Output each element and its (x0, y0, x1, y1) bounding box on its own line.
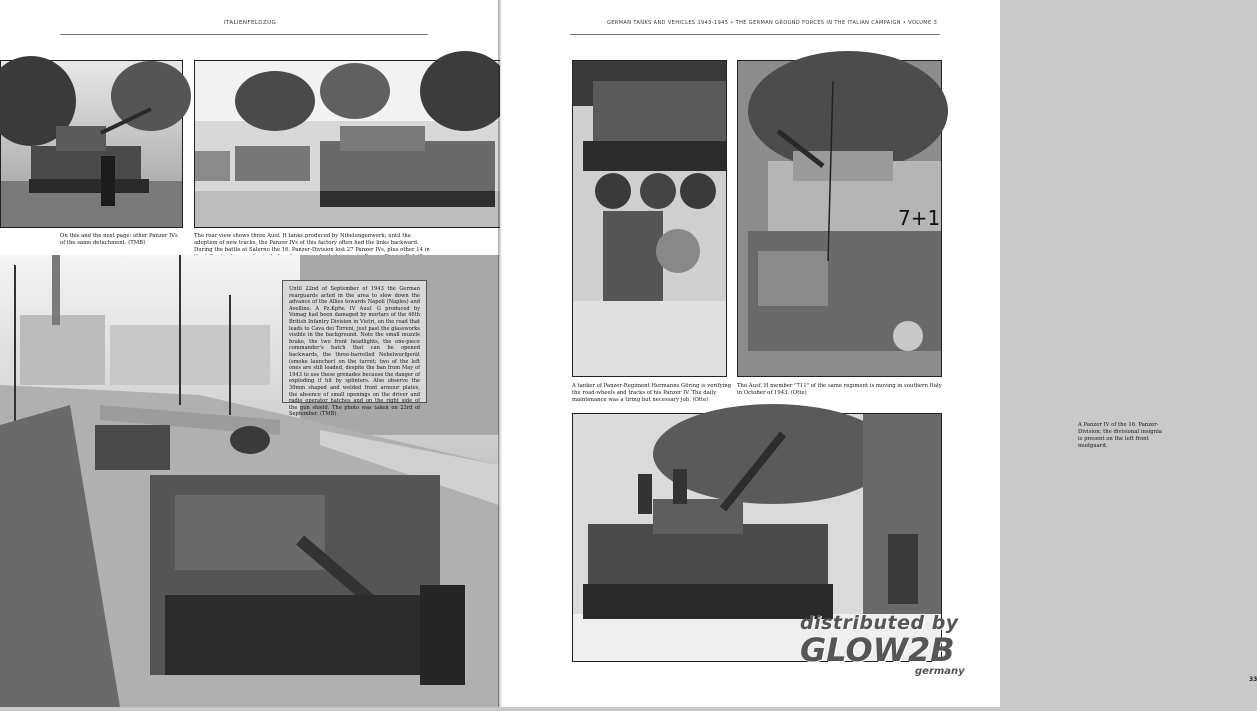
watermark-line2: GLOW2B (800, 631, 955, 669)
caption-top-right: The rear view shows three Ausf. H tanks produced by Nibelungenwerk; until the adoption of new tracks, the Panzer IVs of this factory often had the links backward. During the battle at Salerno the 16. Panzer-Division lost 27 Panzer IVs, plus other 14 in (194, 233, 430, 253)
watermark-line3: germany (915, 666, 965, 677)
right-header-rule (570, 34, 940, 35)
right-running-header: GERMAN TANKS AND VEHICLES 1943-1945 • THE GERMAN GROUND FORCES IN THE ITALIAN CAMPAIGN • VOLUME 3 (607, 20, 938, 26)
gutter-shadow (498, 0, 502, 707)
caption-mid-left: A tanker of Panzer-Regiment Hermanns Göring is verifying the road-wheels and tracks of his Panzer IV. The daily maintenance was a tiring but necessary job. (Otte) (572, 383, 732, 403)
left-running-header: ITALIENFELDZUG (224, 20, 277, 26)
left-header-rule (60, 34, 428, 35)
turret-number: 7+1 (898, 206, 941, 230)
right-page (500, 0, 1257, 707)
caption-mid-right: The Ausf. H member "711" of the same regiment is moving in southern Italy in October of 1943. (Otte) (737, 383, 942, 396)
caption-top-left: On this and the next page: other Panzer IVs of the same detachment. (TMB) (60, 233, 178, 246)
left-page (0, 0, 500, 707)
page-number: 33 (1249, 676, 1257, 683)
photo-ausf-h-711 (737, 60, 942, 377)
caption-bottom: A Panzer IV of the 16. Panzer-Division; the divisional insignia is present on the left front mudguard. (1078, 422, 1162, 449)
distributor-watermark (800, 612, 985, 687)
watermark-line1: distributed by (800, 612, 959, 634)
photo-panzer-hillside (0, 60, 183, 228)
photo-tanker-maintenance (572, 60, 727, 377)
photo-three-ausf-h-rear (194, 60, 501, 228)
main-caption-box: Until 22nd of September of 1943 the German rearguards acted in the area to slow down the advance of the Allies towards Napoli (Naples) and Avellino. A Pz.Kpfw. IV Ausf. G produced by Vomag had been damaged by mortars of the 46th British Infantry Division in Vietri, on the road that leads to Cava dei Tirreni, just past the glassworks visible in the background. Note the small muzzle brake, the two front headlights, the one-piece commander's hatch that can be opened backwards, the three-barrelled Nebelwurfgerät (smoke launcher) on the turret; two of the left ones are still loaded, despite the ban from May of 1943 to use these grenades because the danger of exploding if hit by splinters. Also observe the 30mm shaped and welded front armour plates, the absence of small openings on the driver and radio operator hatches and on the right side of the gun shield. The photo was taken on 23rd of September. (TMB) (282, 280, 427, 403)
